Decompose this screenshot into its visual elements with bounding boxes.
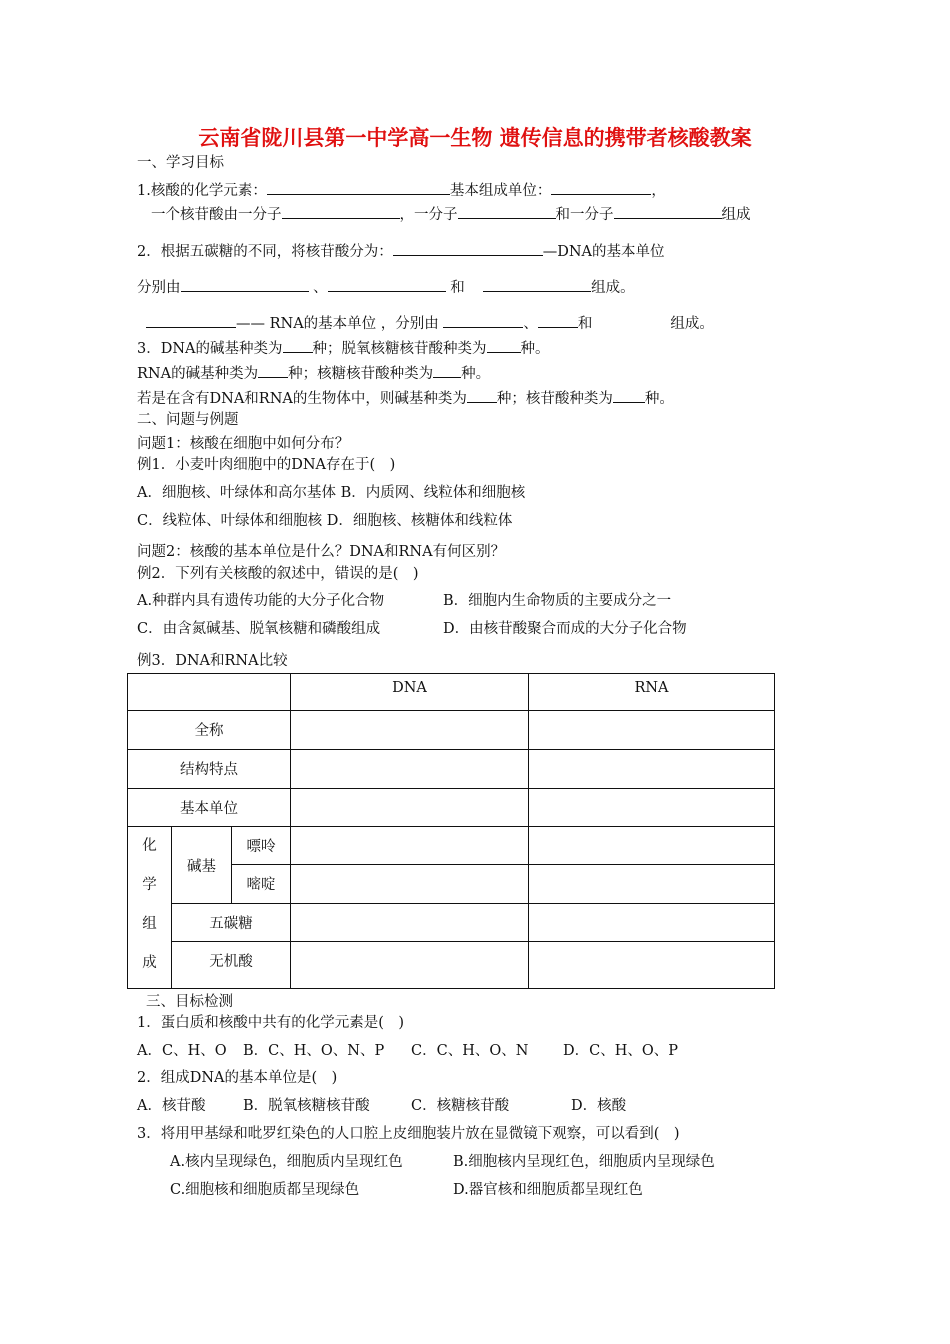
answer-cell[interactable] [291,904,529,942]
answer-cell[interactable] [529,942,775,989]
blank[interactable] [467,387,497,403]
section3-heading: 三、目标检测 [146,994,233,1010]
blank[interactable] [282,203,400,219]
test-2-option-d: D．核酸 [571,1098,627,1114]
table-corner-cell [128,674,291,711]
dna-rna-comparison-table [127,673,775,989]
blank[interactable] [258,362,288,378]
example-2-option-c: C．由含氮碱基、脱氧核糖和磷酸组成 [137,621,381,637]
test-3-option-b: B.细胞核内呈现红色，细胞质内呈现绿色 [453,1154,715,1170]
example-2: 例2．下列有关核酸的叙述中，错误的是( ) [137,566,419,582]
answer-cell[interactable] [291,789,529,827]
table-row [128,827,775,865]
header-rna: RNA [529,674,775,711]
row-label-structure: 结构特点 [128,750,291,789]
header-dna: DNA [291,674,529,711]
test-3-option-c: C.细胞核和细胞质都呈现绿色 [170,1182,360,1198]
answer-cell[interactable] [291,942,529,989]
test-1-option-a: A．C、H、O [137,1043,227,1059]
example-2-option-b: B．细胞内生命物质的主要成分之一 [443,593,672,609]
test-2: 2．组成DNA的基本单位是( ) [137,1070,338,1086]
row-label-unit: 基本单位 [128,789,291,827]
blank[interactable] [613,387,645,403]
row-label-pentose: 五碳糖 [172,904,291,942]
row-label-purine: 嘌呤 [232,827,291,865]
row-label-pyrimidine: 嘧啶 [232,865,291,904]
answer-cell[interactable] [291,865,529,904]
answer-cell[interactable] [291,711,529,750]
section2-heading: 二、问题与例题 [137,412,239,428]
table-header-row [128,674,775,711]
problem-1: 问题1：核酸在细胞中如何分布？ [137,436,350,452]
table-row [128,750,775,789]
document-title: 云南省陇川县第一中学高一生物 遗传信息的携带者核酸教案 [198,125,752,150]
answer-cell[interactable] [529,789,775,827]
answer-cell[interactable] [529,711,775,750]
question-2-line-3: —— RNA的基本单位 ，分别由 、 和 组成。 [146,312,714,333]
answer-cell[interactable] [291,827,529,865]
question-3-line-3: 若是在含有DNA和RNA的生物体中，则碱基种类为 种；核苷酸种类为 种。 [137,387,674,408]
blank[interactable] [328,276,446,292]
table-row [128,789,775,827]
question-1-line-1: 1.核酸的化学元素： 基本组成单位： ， [137,179,666,200]
row-label-base: 碱基 [172,827,232,904]
question-2-line-1: 2．根据五碳糖的不同，将核苷酸分为： —DNA的基本单位 [137,240,665,261]
blank[interactable] [393,240,543,256]
example-2-option-d: D．由核苷酸聚合而成的大分子化合物 [443,621,687,637]
blank[interactable] [487,337,521,353]
test-3-option-d: D.器官核和细胞质都呈现红色 [453,1182,643,1198]
answer-cell[interactable] [529,865,775,904]
blank[interactable] [458,203,556,219]
answer-cell[interactable] [291,750,529,789]
blank[interactable] [551,179,651,195]
table-row [128,942,775,989]
test-1-option-c: C．C、H、O、N [411,1043,529,1059]
blank[interactable] [614,203,722,219]
row-label-fullname: 全称 [128,711,291,750]
problem-2: 问题2：核酸的基本单位是什么？DNA和RNA有何区别？ [137,544,506,560]
blank[interactable] [283,337,313,353]
table-row [128,904,775,942]
blank[interactable] [267,179,450,195]
section1-heading: 一、学习目标 [137,155,224,171]
blank[interactable] [181,276,309,292]
row-label-chemical-composition: 化 学 组 成 [128,827,172,989]
question-1-line-2: 一个核苷酸由一分子 ，一分子 和一分子 组成 [151,203,751,224]
blank[interactable] [146,312,236,328]
test-1-option-b: B．C、H、O、N、P [243,1043,385,1059]
example-1-options-ab: A．细胞核、叶绿体和高尔基体 B．内质网、线粒体和细胞核 [137,485,526,501]
example-2-option-a: A.种群内具有遗传功能的大分子化合物 [137,593,385,609]
test-3: 3．将用甲基绿和吡罗红染色的人口腔上皮细胞装片放在显微镜下观察，可以看到( ) [137,1126,680,1142]
example-1: 例1．小麦叶肉细胞中的DNA存在于( ) [137,457,396,473]
blank[interactable] [443,312,523,328]
blank[interactable] [433,362,461,378]
answer-cell[interactable] [529,750,775,789]
answer-cell[interactable] [529,827,775,865]
test-1-option-d: D．C、H、O、P [563,1043,679,1059]
example-1-options-cd: C．线粒体、叶绿体和细胞核 D．细胞核、核糖体和线粒体 [137,513,513,529]
test-2-option-a: A．核苷酸 [137,1098,206,1114]
test-1: 1．蛋白质和核酸中共有的化学元素是( ) [137,1015,405,1031]
test-3-option-a: A.核内呈现绿色，细胞质内呈现红色 [170,1154,403,1170]
question-3-line-1: 3．DNA的碱基种类为 种；脱氧核糖核苷酸种类为 种。 [137,337,550,358]
blank[interactable] [538,312,578,328]
table-row [128,711,775,750]
question-3-line-2: RNA的碱基种类为 种；核糖核苷酸种类为 种。 [137,362,490,383]
example-3: 例3．DNA和RNA比较 [137,653,288,669]
row-label-inorganic-acid: 无机酸 [172,942,291,989]
test-2-option-c: C．核糖核苷酸 [411,1098,510,1114]
answer-cell[interactable] [529,904,775,942]
test-2-option-b: B．脱氧核糖核苷酸 [243,1098,370,1114]
question-2-line-2: 分别由 、 和 组成。 [137,276,635,297]
blank[interactable] [483,276,591,292]
